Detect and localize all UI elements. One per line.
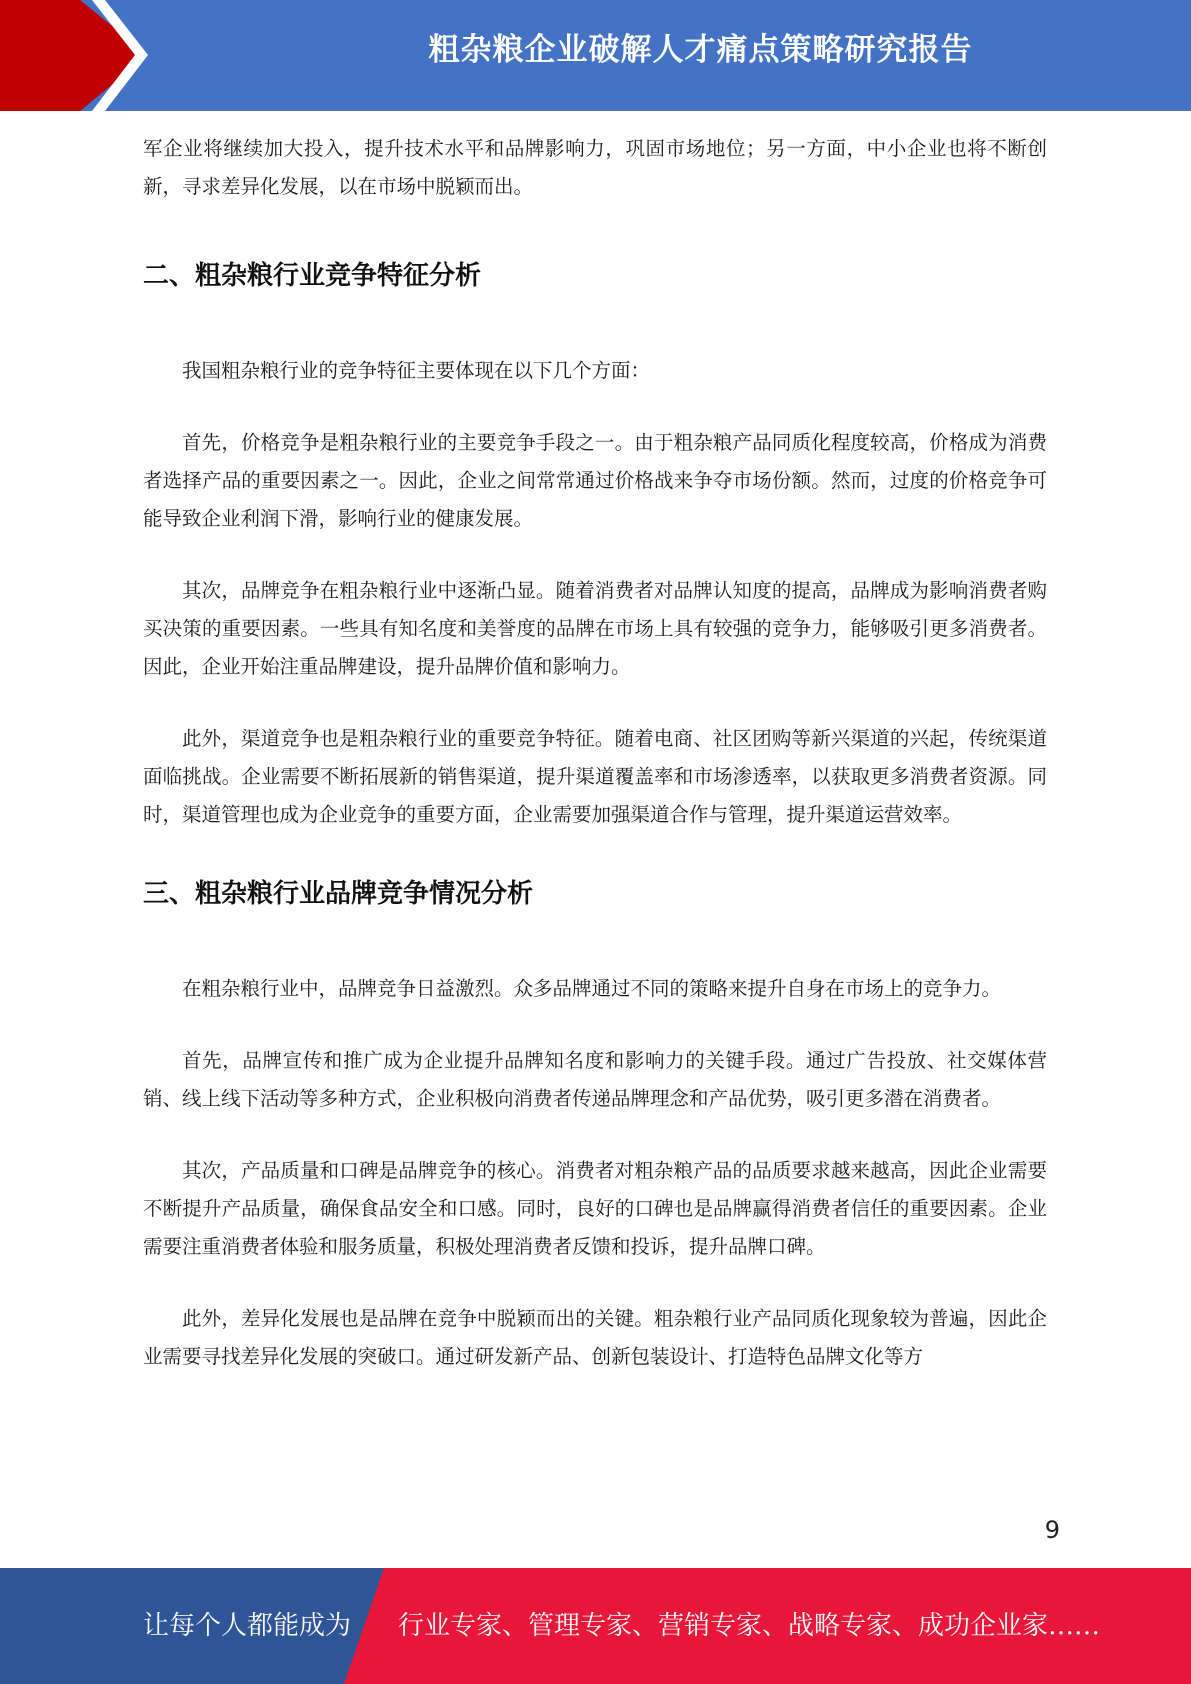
page-header: [0, 0, 1191, 111]
page-footer: [0, 1568, 1191, 1684]
intro-continuation: 军企业将继续加大投入，提升技术水平和品牌影响力，巩固市场地位；另一方面，中小企业也将不断创新，寻求差异化发展，以在市场中脱颖而出。: [143, 137, 1047, 198]
paragraph: 其次，品牌竞争在粗杂粮行业中逐渐凸显。随着消费者对品牌认知度的提高，品牌成为影响消费者购买决策的重要因素。一些具有知名度和美誉度的品牌在市场上具有较强的竞争力，能够吸引更多消费者。因此，企业开始注重品牌建设，提升品牌价值和影响力。: [143, 579, 1047, 678]
page-content: [143, 130, 1047, 1376]
paragraph: 我国粗杂粮行业的竞争特征主要体现在以下几个方面：: [182, 359, 651, 382]
section-heading-2: 二、粗杂粮行业竞争特征分析: [143, 261, 482, 291]
section-heading-3: 三、粗杂粮行业品牌竞争情况分析: [143, 879, 534, 909]
paragraph: 在粗杂粮行业中，品牌竞争日益激烈。众多品牌通过不同的策略来提升自身在市场上的竞争力。: [182, 977, 1002, 1000]
paragraph: 首先，价格竞争是粗杂粮行业的主要竞争手段之一。由于粗杂粮产品同质化程度较高，价格成为消费者选择产品的重要因素之一。因此，企业之间常常通过价格战来争夺市场份额。然而，过度的价格竞争可能导致企业利润下滑，影响行业的健康发展。: [143, 431, 1047, 530]
footer-slogan-right: 行业专家、管理专家、营销专家、战略专家、成功企业家……: [398, 1611, 1101, 1641]
paragraph: 其次，产品质量和口碑是品牌竞争的核心。消费者对粗杂粮产品的品质要求越来越高，因此企业需要不断提升产品质量，确保食品安全和口感。同时，良好的口碑也是品牌赢得消费者信任的重要因素。企业需要注重消费者体验和服务质量，积极处理消费者反馈和投诉，提升品牌口碑。: [143, 1159, 1047, 1258]
page-number: 9: [1044, 1516, 1060, 1544]
report-title: 粗杂粮企业破解人才痛点策略研究报告: [428, 32, 973, 68]
paragraph: 此外，差异化发展也是品牌在竞争中脱颖而出的关键。粗杂粮行业产品同质化现象较为普遍，因此企业需要寻找差异化发展的突破口。通过研发新产品、创新包装设计、打造特色品牌文化等方: [143, 1307, 1047, 1368]
footer-slogan-left: 让每个人都能成为: [143, 1611, 352, 1641]
paragraph: 此外，渠道竞争也是粗杂粮行业的重要竞争特征。随着电商、社区团购等新兴渠道的兴起，传统渠道面临挑战。企业需要不断拓展新的销售渠道，提升渠道覆盖率和市场渗透率，以获取更多消费者资源。同时，渠道管理也成为企业竞争的重要方面，企业需要加强渠道合作与管理，提升渠道运营效率。: [143, 727, 1047, 826]
paragraph: 首先，品牌宣传和推广成为企业提升品牌知名度和影响力的关键手段。通过广告投放、社交媒体营销、线上线下活动等多种方式，企业积极向消费者传递品牌理念和产品优势，吸引更多潜在消费者。: [143, 1049, 1047, 1110]
